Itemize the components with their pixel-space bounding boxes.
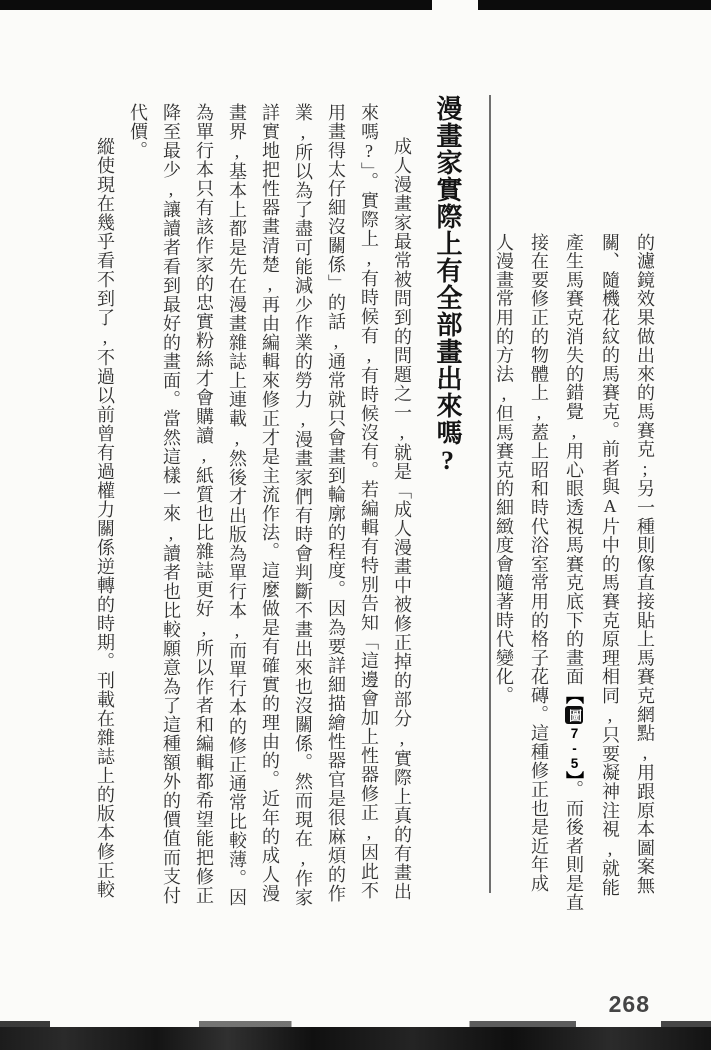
text-column: 詳實地把性器畫清楚,再由編輯來修正才是主流作法。這麼做是有確實的理由的。近年的成人漫 <box>260 103 280 903</box>
page-number: 268 <box>608 991 650 1017</box>
section-heading <box>427 95 467 515</box>
text-column: 來嗎?」。實際上,有時候有,有時候沒有。若編輯有特別告知「這邊會加上性器修正,因此不 <box>359 103 379 900</box>
text-column: 縱使現在幾乎看不到了,不過以前曾有過權力關係逆轉的時期。刊載在雜誌上的版本修正較 <box>95 137 115 899</box>
figure-badge: 圖 <box>565 706 583 724</box>
text-column: 代價。 <box>128 103 148 160</box>
figure-number: 7-5 <box>567 726 582 772</box>
text-column: 成人漫畫家最常被問到的問題之一,就是「成人漫畫中被修正掉的部分,實際上真的有畫出 <box>392 137 412 901</box>
text-column: 的濾鏡效果做出來的馬賽克;另一種則像直接貼上馬賽克網點,用跟原本圖案無 <box>635 233 655 895</box>
text-segment: 。而後者則是直 <box>564 780 584 912</box>
column-divider <box>489 95 491 893</box>
text-segment: 產生馬賽克消失的錯覺,用心眼透視馬賽克底下的畫面 <box>564 233 584 687</box>
text-column: 關、隨機花紋的馬賽克。前者與A片中的馬賽克原理相同,只要凝神注視,就能 <box>600 233 620 897</box>
text-column: 用畫得太仔細沒關係」的話,通常就只會畫到輪廓的程度。因為要詳細描繪性器官是很麻煩的作 <box>326 103 346 903</box>
text-column: 人漫畫常用的方法,但馬賽克的細緻度會隨著時代變化。 <box>494 233 514 705</box>
text-column: 接在要修正的物體上,蓋上昭和時代浴室常用的格子花磚。這種修正也是近年成 <box>529 233 549 893</box>
text-column <box>556 233 592 912</box>
scan-edge-bottom <box>0 1027 711 1050</box>
scan-edge-top <box>0 0 711 10</box>
scan-edge-top-notch <box>432 0 478 10</box>
text-column: 業,所以為了盡可能減少作業的勞力,漫畫家們有時會判斷不畫出來也沒關係。然而現在,作家 <box>293 103 313 907</box>
text-column: 為單行本只有該作家的忠實粉絲才會購讀,紙質也比雜誌更好,所以作者和編輯都希望能把修正 <box>194 103 214 905</box>
body-text-block <box>88 103 418 909</box>
right-text-block <box>486 233 662 912</box>
text-column: 畫界,基本上都是先在漫畫雜誌上連載,然後才出版為單行本,而單行本的修正通常比較薄。因 <box>227 103 247 907</box>
section-heading-text: 漫畫家實際上有全部畫出來嗎? <box>433 95 462 476</box>
figure-bracket-close: 】 <box>564 771 584 781</box>
figure-reference <box>564 686 584 780</box>
figure-bracket-open: 【 <box>564 686 584 705</box>
text-column: 降至最少,讓讀者看到最好的畫面。當然這樣一來,讀者也比較願意為了這種額外的價值而支付 <box>161 103 181 905</box>
